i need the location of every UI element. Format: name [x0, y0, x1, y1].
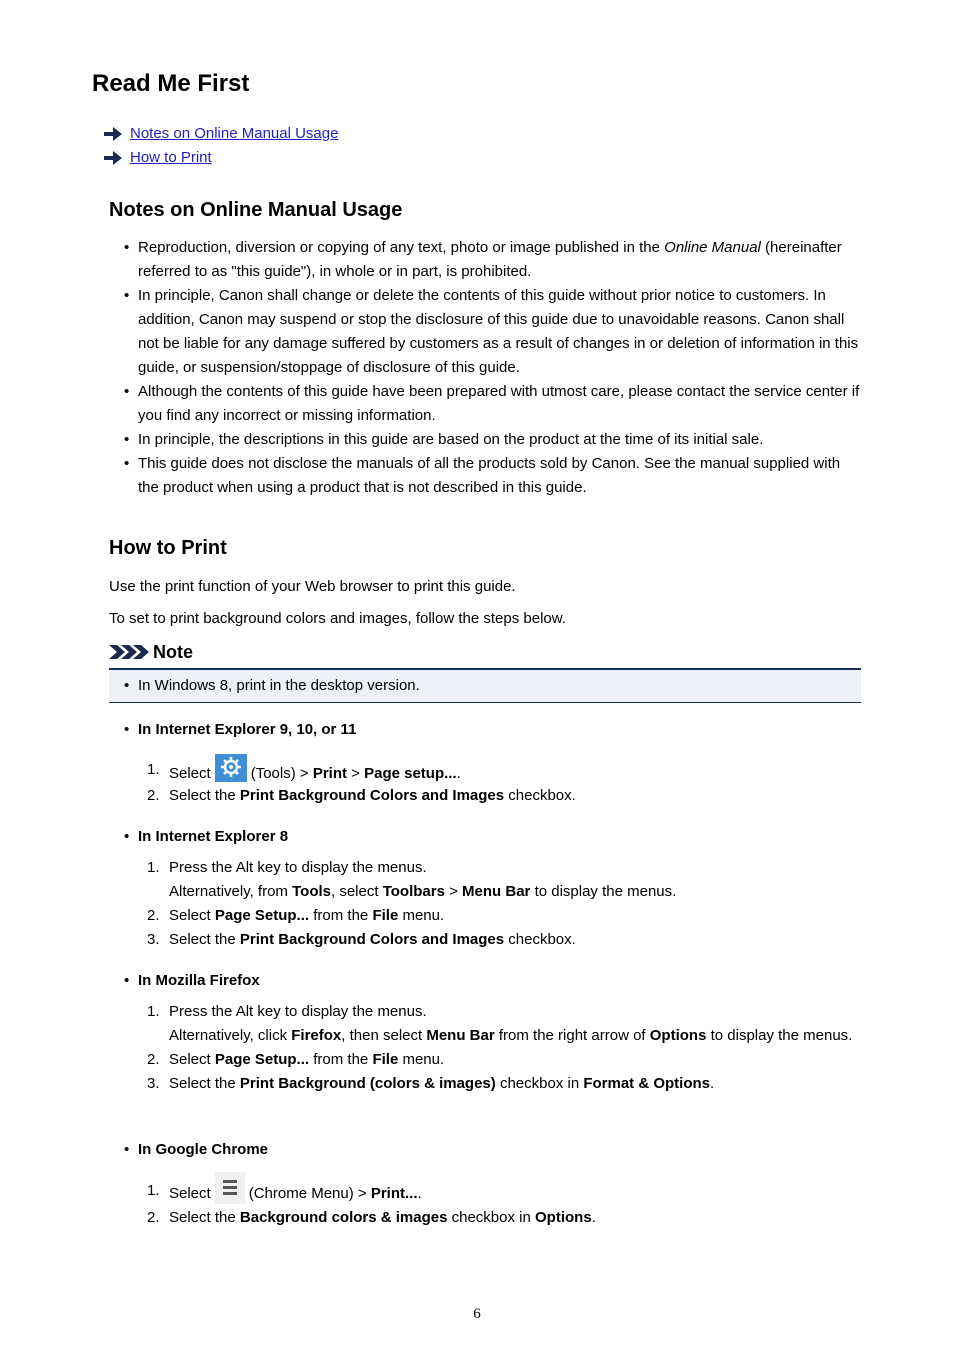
arrow-right-icon	[104, 151, 122, 165]
arrow-right-icon	[104, 127, 122, 141]
list-item: • In principle, the descriptions in this guide are based on the product at the time of its initial sale.	[109, 428, 861, 452]
gear-icon	[215, 754, 247, 782]
note-text: (hereinafter referred to as "this guide"), in whole or in part, is prohibited.	[138, 239, 842, 280]
toc-link-how-to-print[interactable]: How to Print	[130, 149, 212, 166]
step-item: 3. Select the Print Background (colors & images) checkbox in Format & Options.	[147, 1075, 715, 1092]
step-item: 2. Select Page Setup... from the File menu.	[147, 1051, 445, 1068]
print-steps-intro: To set to print background colors and images, follow the steps below.	[109, 610, 566, 627]
list-item: • Although the contents of this guide have been prepared with utmost care, please contact the service center if you find any incorrect or missing information.	[109, 380, 861, 428]
page-title: Read Me First	[92, 70, 250, 97]
list-item: • In principle, Canon shall change or delete the contents of this guide without prior notice to customers. In addition, Canon may suspend or stop the disclosure of this guide due to unavoidable reasons. Canon shall not be liable for any damage suffered by customers as a result of changes in or deletion of information in this guide, or suspension/stoppage of disclosure of this guide.	[109, 284, 861, 380]
step-item: 3. Select the Print Background Colors and Images checkbox.	[147, 931, 576, 948]
step-item: 2. Select Page Setup... from the File menu.	[147, 907, 445, 924]
step-item: 1. Select (Tools) > Print > Page setup....	[109, 754, 861, 784]
page-number: 6	[473, 1306, 481, 1322]
section-title: • In Google Chrome	[109, 1138, 861, 1162]
step-item: 1. Press the Alt key to display the menus. Alternatively, from Tools, select Toolbars > Menu Bar to display the menus.	[147, 859, 677, 900]
steps-list	[109, 856, 861, 952]
section-ie8	[109, 825, 861, 952]
list-item	[109, 236, 861, 284]
note-chevrons-icon	[109, 643, 149, 661]
note-box	[109, 668, 861, 703]
note-title: Note	[153, 642, 193, 662]
step-item: 2. Select the Print Background Colors and Images checkbox.	[147, 787, 576, 804]
hamburger-menu-icon	[215, 1172, 245, 1204]
steps-list	[109, 1000, 861, 1096]
toc-item	[104, 122, 338, 146]
note-list	[109, 674, 861, 698]
note-text: Reproduction, diversion or copying of any text, photo or image published in the	[138, 239, 665, 256]
section-chrome	[109, 1138, 861, 1230]
how-to-print-heading: How to Print	[109, 537, 227, 559]
note-emphasis: Online Manual	[664, 239, 761, 256]
toc-link-notes[interactable]: Notes on Online Manual Usage	[130, 125, 339, 142]
notes-heading: Notes on Online Manual Usage	[109, 199, 403, 221]
section-title: • In Mozilla Firefox	[109, 969, 861, 993]
toc-item	[104, 146, 338, 170]
section-ie9	[109, 718, 861, 808]
table-of-contents	[104, 122, 338, 170]
step-item: 1. Select (Chrome Menu) > Print....	[109, 1172, 861, 1206]
notes-list	[109, 236, 861, 500]
step-item: 2. Select the Background colors & images checkbox in Options.	[147, 1209, 596, 1226]
list-item: • This guide does not disclose the manuals of all the products sold by Canon. See the manual supplied with the product when using a product that is not described in this guide.	[109, 452, 861, 500]
print-intro: Use the print function of your Web browser to print this guide.	[109, 578, 516, 595]
section-title: • In Internet Explorer 8	[109, 825, 861, 849]
note-header	[109, 640, 193, 664]
section-title: • In Internet Explorer 9, 10, or 11	[109, 718, 861, 742]
steps-list	[109, 754, 861, 808]
list-item: • In Windows 8, print in the desktop version.	[109, 674, 861, 698]
steps-list	[109, 1172, 861, 1230]
section-firefox	[109, 969, 861, 1096]
step-item: 1. Press the Alt key to display the menus. Alternatively, click Firefox, then select Menu Bar from the right arrow of Options to display the menus.	[147, 1003, 853, 1044]
